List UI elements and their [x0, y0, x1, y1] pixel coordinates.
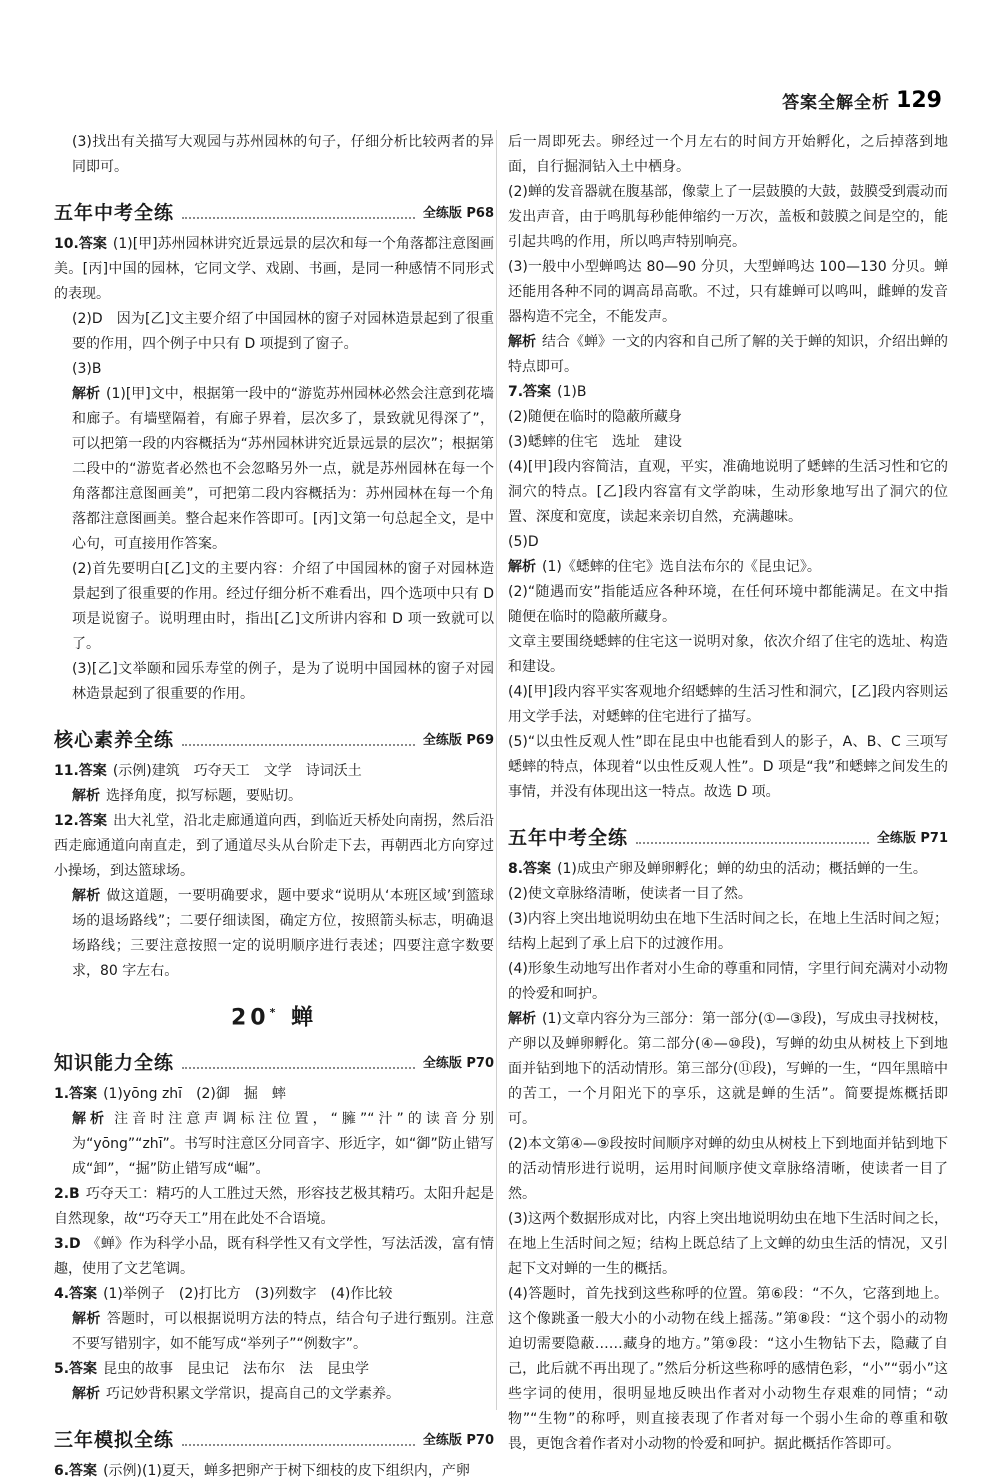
paragraph-text: (1)举例子 (2)打比方 (3)列数字 (4)作比较: [103, 1286, 393, 1303]
text-paragraph: [508, 180, 948, 255]
section-page-ref: 全练版 P71: [876, 831, 948, 846]
section-leader-dots: [636, 842, 869, 844]
text-paragraph: [508, 430, 948, 455]
text-paragraph: [508, 555, 948, 580]
paragraph-text: (示例)(1)夏天，蝉多把卵产于树下细枝的皮下组织内，产卵: [103, 1463, 470, 1480]
lesson-title: [54, 1000, 494, 1030]
paragraph-text: (4)形象生动地写出作者对小生命的尊重和同情，字里行间充满对小动物的怜爱和呵护。: [508, 961, 948, 1002]
text-paragraph: [54, 884, 494, 984]
paragraph-text: 文章主要围绕蟋蟀的住宅这一说明对象，依次介绍了住宅的选址、构造和建设。: [508, 634, 948, 675]
paragraph-text: (3)一般中小型蝉鸣达 80—90 分贝，大型蝉鸣达 100—130 分贝。蝉还能用各种不同的调高昂高歌。不过，只有雄蝉可以鸣叫，雌蝉的发音器构造不完全，不能发声。: [508, 259, 948, 325]
text-paragraph: [54, 1232, 494, 1282]
section-header: [54, 1419, 494, 1453]
text-paragraph: [54, 1282, 494, 1307]
answer-label: 12.答案: [54, 813, 108, 829]
answer-label: 5.答案: [54, 1361, 98, 1378]
paragraph-text: (3)找出有关描写大观园与苏州园林的句子，仔细分析比较两者的异同即可。: [72, 134, 494, 175]
section-page-ref: 全练版 P69: [422, 733, 494, 748]
lesson-number: 20: [230, 1005, 270, 1031]
paragraph-text: 结合《蝉》一文的内容和自己所了解的关于蝉的知识，介绍出蝉的特点即可。: [508, 334, 948, 375]
answer-label: 解析: [72, 1386, 100, 1403]
answer-label: 解析: [72, 386, 100, 402]
text-paragraph: [54, 357, 494, 382]
text-paragraph: [508, 580, 948, 630]
text-paragraph: [54, 307, 494, 357]
paragraph-text: (1)[甲]苏州园林讲究近景远景的层次和每一个角落都注意图画美。[丙]中国的园林，它同文学、戏剧、书画，是同一种感情不同形式的表现。: [54, 236, 494, 302]
text-paragraph: [54, 232, 494, 307]
section-leader-dots: [182, 1444, 415, 1446]
answer-label: 解析: [72, 888, 101, 904]
header-title: 答案全解全析: [782, 93, 891, 113]
answer-label: 解析: [72, 1311, 101, 1328]
text-paragraph: [508, 530, 948, 555]
text-paragraph: [508, 730, 948, 805]
text-paragraph: [508, 130, 948, 180]
paragraph-text: (5)“以虫性反观人性”即在昆虫中也能看到人的影子，A、B、C 三项写蟋蟀的特点，体现着“以虫性反观人性”。D 项是“我”和蟋蟀之间发生的事情，并没有体现出这一特点。故选 D 项。: [508, 734, 948, 800]
section-title: 五年中考全练: [54, 202, 175, 224]
section-title: 三年模拟全练: [54, 1429, 175, 1452]
text-paragraph: [508, 1132, 948, 1207]
paragraph-text: (3)内容上突出地说明幼虫在地下生活时间之长，在地上生活时间之短；结构上起到了承上启下的过渡作用。: [508, 911, 948, 952]
answer-label: 10.答案: [54, 236, 107, 252]
section-leader-dots: [182, 744, 415, 746]
paragraph-text: (2)蝉的发音器就在腹基部，像蒙上了一层鼓膜的大鼓，鼓膜受到震动而发出声音，由于鸣肌每秒能伸缩约一万次，盖板和鼓膜之间是空的，能引起共鸣的作用，所以鸣声特别响亮。: [508, 184, 948, 250]
text-paragraph: [54, 809, 494, 884]
text-paragraph: [54, 1357, 494, 1382]
section-title: 核心素养全练: [54, 729, 175, 751]
text-paragraph: [508, 1007, 948, 1132]
answer-label: 3.D: [54, 1236, 81, 1253]
page-number: 129: [896, 88, 942, 113]
paragraph-text: (3)B: [72, 361, 102, 377]
text-paragraph: [508, 680, 948, 730]
paragraph-text: (2)“随遇而安”指能适应各种环境，在任何环境中都能满足。在文中指随便在临时的隐蔽所藏身。: [508, 584, 948, 625]
answer-label: 1.答案: [54, 1086, 98, 1103]
paragraph-text: (4)[甲]段内容简洁，直观，平实，准确地说明了蟋蟀的生活习性和它的洞穴的特点。[乙]段内容富有文学韵味，生动形象地写出了洞穴的位置、深度和宽度，读起来亲切自然，充满趣味。: [508, 459, 948, 525]
text-paragraph: [508, 405, 948, 430]
text-paragraph: [508, 957, 948, 1007]
paragraph-text: 巧记妙背积累文学常识，提高自己的文学素养。: [106, 1386, 400, 1403]
paragraph-text: (2)使文章脉络清晰，使读者一目了然。: [508, 886, 752, 902]
text-paragraph: [54, 382, 494, 557]
text-paragraph: [508, 1207, 948, 1282]
left-column: [54, 130, 494, 1484]
answer-label: 2.B: [54, 1186, 80, 1203]
text-paragraph: [54, 1082, 494, 1107]
text-paragraph: [54, 1382, 494, 1407]
answer-label: 解析: [508, 334, 536, 350]
section-title: 五年中考全练: [508, 827, 629, 849]
paragraph-text: (3)[乙]文举颐和园乐寿堂的例子，是为了说明中国园林的窗子对园林造景起到了很重要的作用。: [72, 661, 494, 702]
lesson-name: 蝉: [291, 1005, 318, 1031]
answer-label: 4.答案: [54, 1286, 98, 1303]
paragraph-text: 《蝉》作为科学小品，既有科学性又有文学性，写法活泼，富有情趣，使用了文艺笔调。: [54, 1236, 494, 1278]
section-title: 知识能力全练: [54, 1052, 175, 1075]
text-paragraph: [508, 857, 948, 882]
paragraph-text: 选择角度，拟写标题，要贴切。: [106, 788, 302, 804]
paragraph-text: 巧夺天工：精巧的人工胜过天然，形容技艺极其精巧。太阳升起是自然现象，故“巧夺天工”用在此处不合语境。: [54, 1186, 494, 1228]
answer-label: 解析: [508, 559, 536, 575]
text-paragraph: [54, 759, 494, 784]
section-page-ref: 全练版 P68: [422, 206, 494, 221]
paragraph-text: (1)《蟋蟀的住宅》选自法布尔的《昆虫记》。: [542, 559, 821, 575]
section-page-ref: 全练版 P70: [422, 1433, 494, 1449]
text-paragraph: [508, 907, 948, 957]
text-paragraph: [508, 380, 948, 405]
paragraph-text: (2)首先要明白[乙]文的主要内容：介绍了中国园林的窗子对园林造景起到了很重要的作用。经过仔细分析不难看出，四个选项中只有 D 项是说窗子。说明理由时，指出[乙]文所讲内容和 D 项一致就可以了。: [72, 561, 494, 652]
section-header: [54, 1042, 494, 1076]
right-column: [508, 130, 948, 1457]
text-paragraph: [54, 657, 494, 707]
answer-label: 8.答案: [508, 861, 552, 877]
text-paragraph: [508, 330, 948, 380]
paragraph-text: (4)答题时，首先找到这些称呼的位置。第⑥段：“不久，它落到地上。这个像跳蚤一般大小的小动物在线上摇荡。”第⑧段：“这个弱小的动物迫切需要隐蔽……藏身的地方。”第⑨段：“这小生物钻下去，隐藏了自己，此后就不再出现了。”然后分析这些称呼的感情色彩，“小”“弱小”这些字词的使用，很明显地反映出作者对小动物生存艰难的同情；“动物”“生物”的称呼，则直接表现了作者对每一个弱小生命的尊重和敬畏，更饱含着作者对小动物的怜爱和呵护。据此概括作答即可。: [508, 1286, 948, 1452]
paragraph-text: (3)蟋蟀的住宅 选址 建设: [508, 434, 682, 450]
column-divider: [496, 130, 497, 1410]
paragraph-text: (1)B: [557, 384, 587, 400]
section-leader-dots: [182, 217, 415, 219]
text-paragraph: [54, 1307, 494, 1357]
text-paragraph: [508, 630, 948, 680]
text-paragraph: [54, 130, 494, 180]
lesson-mark: *: [269, 1006, 280, 1019]
answer-label: 解析: [72, 1111, 109, 1128]
paragraph-text: 注音时注意声调标注位置，“臃”“汁”的读音分别为“yōng”“zhī”。书写时注意区分同音字、形近字，如“御”防止错写成“卸”，“掘”防止错写成“崛”。: [72, 1111, 495, 1178]
text-paragraph: [508, 1282, 948, 1457]
paragraph-text: (3)这两个数据形成对比，内容上突出地说明幼虫在地下生活时间之长，在地上生活时间之短；结构上既总结了上文蝉的幼虫生活的情况，又引起下文对蝉的一生的概括。: [508, 1211, 948, 1277]
paragraph-text: (2)本文第④—⑨段按时间顺序对蝉的幼虫从树枝上下到地面并钻到地下的活动情形进行说明，运用时间顺序使文章脉络清晰，使读者一目了然。: [508, 1136, 948, 1202]
paragraph-text: (1)文章内容分为三部分：第一部分(①—③段)，写成虫寻找树枝，产卵以及蝉卵孵化。第二部分(④—⑩段)，写蝉的幼虫从树枝上下到地面并钻到地下的活动情形。第三部分(⑪段)，写蝉的一生，“四年黑暗中的苦工，一个月阳光下的享乐，这就是蝉的生活”。简要提炼概括即可。: [508, 1011, 949, 1127]
paragraph-text: (5)D: [508, 534, 539, 550]
text-paragraph: [508, 882, 948, 907]
paragraph-text: 昆虫的故事 昆虫记 法布尔 法 昆虫学: [103, 1361, 370, 1378]
answer-label: 11.答案: [54, 763, 107, 779]
section-header: [508, 817, 948, 851]
paragraph-text: (1)成虫产卵及蝉卵孵化；蝉的幼虫的活动；概括蝉的一生。: [557, 861, 927, 877]
section-page-ref: 全练版 P70: [422, 1056, 494, 1072]
paragraph-text: 答题时，可以根据说明方法的特点，结合句子进行甄别。注意不要写错别字，如不能写成“举列子”“例数字”。: [72, 1311, 495, 1353]
text-paragraph: [54, 1182, 494, 1232]
paragraph-text: (1)[甲]文中，根据第一段中的“游览苏州园林必然会注意到花墙和廊子。有墙壁隔着，有廊子界着，层次多了，景致就见得深了”，可以把第一段的内容概括为“苏州园林讲究近景远景的层次”；根据第二段中的“游览者必然也不会忽略另外一点，就是苏州园林在每一个角落都注意图画美”，可把第二段内容概括为：苏州园林在每一个角落都注意图画美。整合起来作答即可。[丙]文第一句总起全文，是中心句，可直接用作答案。: [72, 386, 495, 552]
paragraph-text: 后一周即死去。卵经过一个月左右的时间方开始孵化，之后掉落到地面，自行掘洞钻入土中栖身。: [508, 134, 948, 175]
text-paragraph: [508, 255, 948, 330]
text-paragraph: [54, 784, 494, 809]
text-paragraph: [508, 455, 948, 530]
text-paragraph: [54, 1107, 494, 1182]
answer-label: 7.答案: [508, 384, 552, 400]
paragraph-text: (2)随便在临时的隐蔽所藏身: [508, 409, 682, 425]
text-paragraph: [54, 1459, 494, 1484]
section-leader-dots: [182, 1067, 415, 1069]
answer-label: 6.答案: [54, 1463, 98, 1480]
paragraph-text: (示例)建筑 巧夺天工 文学 诗词沃土: [112, 763, 362, 779]
paragraph-text: 出大礼堂，沿北走廊通道向西，到临近天桥处向南拐，然后沿西走廊通道向南直走，到了通道尽头从台阶走下去，再朝西北方向穿过小操场，到达篮球场。: [54, 813, 494, 879]
section-header: [54, 192, 494, 226]
answer-label: 解析: [508, 1011, 537, 1027]
paragraph-text: 做这道题，一要明确要求，题中要求“说明从‘本班区域’到篮球场的退场路线”；二要仔细读图，确定方位，按照箭头标志，明确退场路线；三要注意按照一定的说明顺序进行表述；四要注意字数要求，80 字左右。: [72, 888, 495, 979]
section-header: [54, 719, 494, 753]
page-header: [782, 88, 942, 113]
paragraph-text: (4)[甲]段内容平实客观地介绍蟋蟀的生活习性和洞穴，[乙]段内容则运用文学手法，对蟋蟀的住宅进行了描写。: [508, 684, 948, 725]
paragraph-text: (2)D 因为[乙]文主要介绍了中国园林的窗子对园林造景起到了很重要的作用，四个例子中只有 D 项提到了窗子。: [72, 311, 494, 352]
answer-label: 解析: [72, 788, 100, 804]
paragraph-text: (1)yōng zhī (2)御 掘 蟀: [103, 1086, 286, 1103]
text-paragraph: [54, 557, 494, 657]
